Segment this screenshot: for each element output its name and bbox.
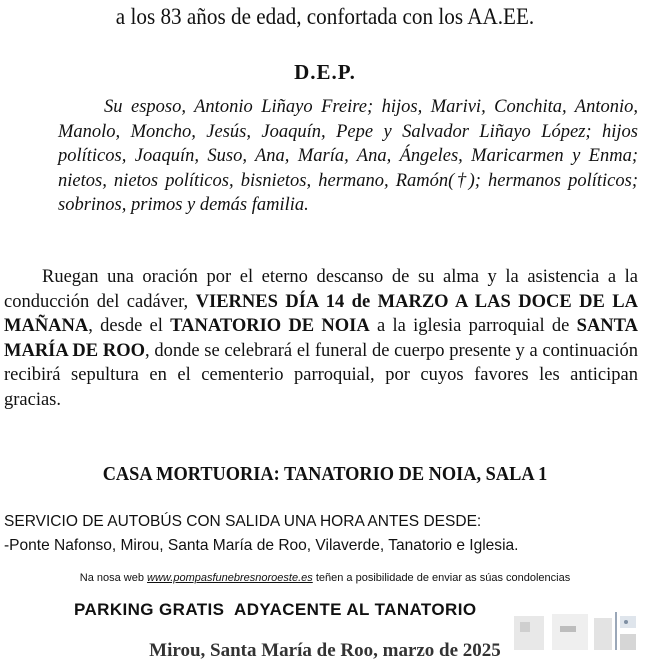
dep-heading: D.E.P. bbox=[294, 60, 356, 84]
place-date-line: Mirou, Santa María de Roo, marzo de 2025 bbox=[149, 640, 501, 661]
web-suffix: teñen a posibilidade de enviar as súas condolencias bbox=[312, 572, 571, 584]
web-condolences-line bbox=[0, 570, 650, 586]
parking-notice: PARKING GRATIS ADYACENTE AL TANATORIO bbox=[74, 600, 477, 619]
prayer-text-2: , desde el bbox=[88, 316, 171, 336]
map-thumbnail bbox=[512, 612, 638, 650]
prayer-text-1: Ruegan una oración por el eterno descanso de su alma y la asistencia a la conducción del cadáver, bbox=[4, 267, 638, 312]
web-prefix: Na nosa web bbox=[79, 572, 148, 584]
funeral-home-name: TANATORIO DE NOIA bbox=[170, 316, 370, 336]
prayer-text-4: , donde se celebrará el funeral de cuerpo presente y a continuación recibirá sepultura en el cementerio parroquial, por cuyos favores les anticipan gracias. bbox=[4, 340, 638, 410]
family-paragraph: Su esposo, Antonio Liñayo Freire; hijos, Marivi, Conchita, Antonio, Manolo, Moncho, Jesús, Joaquín, Pepe y Salvador Liñayo López; hijos políticos, Joaquín, Suso, Ana, María, Ana, Ángeles, Maricarmen y Enma; nietos, nietos políticos, bisnietos, hermano, Ramón(†); hermanos políticos; sobrinos, primos y demás familia. bbox=[58, 97, 638, 215]
bus-service-title: SERVICIO DE AUTOBÚS CON SALIDA UNA HORA ANTES DESDE: bbox=[4, 513, 482, 530]
age-line: a los 83 años de edad, confortada con los AA.EE. bbox=[115, 4, 535, 29]
bus-stops: -Ponte Nafonso, Mirou, Santa María de Roo, Vilaverde, Tanatorio e Iglesia. bbox=[4, 537, 519, 554]
mortuary-line: CASA MORTUORIA: TANATORIO DE NOIA, SALA 1 bbox=[102, 464, 548, 485]
funeral-date-time: VIERNES DÍA 14 de MARZO A LAS DOCE DE LA MAÑANA bbox=[4, 291, 639, 336]
prayer-text-3: a la iglesia parroquial de bbox=[369, 316, 577, 336]
web-link[interactable]: www.pompasfunebresnoroeste.es bbox=[147, 572, 313, 584]
church-name: SANTA MARÍA DE ROO bbox=[4, 316, 638, 361]
prayer-paragraph bbox=[4, 265, 638, 412]
